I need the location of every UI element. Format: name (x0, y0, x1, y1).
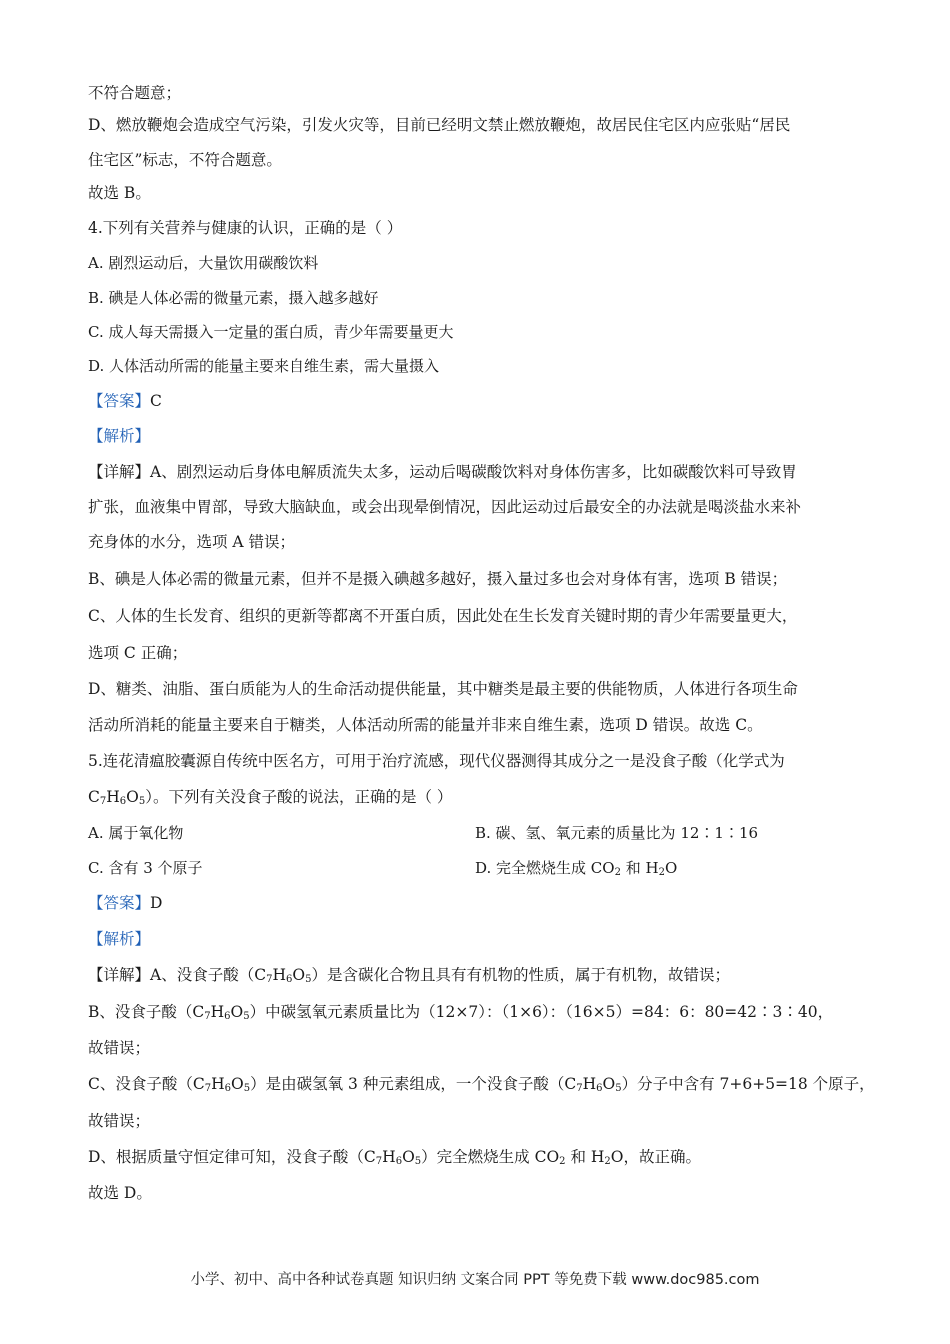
q5-detail-line (88, 1001, 880, 1023)
detail-text: 和 H (565, 1148, 605, 1166)
subscript: 7 (204, 1011, 211, 1022)
option-text: O (664, 859, 678, 877)
q4-detail-line: D、糖类、油脂、蛋白质能为人的生命活动提供能量，其中糖类是最主要的供能物质，人体进行各项生命 (88, 680, 798, 698)
detail-text: ）是由碳氢氧 3 种元素组成，一个没食子酸（C (250, 1075, 577, 1093)
q5-option-d (475, 857, 677, 879)
q5-detail-line (88, 1146, 880, 1168)
subscript: 7 (99, 796, 107, 807)
subscript: 7 (204, 1083, 212, 1094)
stem-text: ）。下列有关没食子酸的说法，正确的是（ ） (145, 788, 453, 806)
detail-text: ）是含碳化合物且具有有机物的性质，属于有机物，故错误； (311, 966, 730, 984)
question-5-stem-cont (88, 786, 880, 808)
q5-analysis-tag: 【解析】 (88, 930, 151, 948)
answer-value: D (150, 894, 163, 912)
subscript: 2 (658, 867, 665, 878)
formula-part: H (210, 1003, 225, 1021)
subscript: 2 (604, 1156, 611, 1167)
option-text: D. 完全燃烧生成 CO (475, 859, 615, 877)
q4-detail-line (88, 461, 880, 483)
subscript: 2 (559, 1156, 566, 1167)
text-line: 不符合题意； (88, 84, 182, 102)
subscript: 6 (395, 1156, 403, 1167)
formula-part: O (602, 1075, 616, 1093)
detail-text: D、根据质量守恒定律可知，没食子酸（C (88, 1148, 376, 1166)
q4-detail-line: B、碘是人体必需的微量元素，但并不是摄入碘越多越好，摄入量过多也会对身体有害，选项 B 错误； (88, 570, 788, 588)
detail-text: ）分子中含有 7+6+5=18 个原子， (621, 1075, 875, 1093)
subscript: 6 (224, 1083, 232, 1094)
q5-detail-line: 故错误； (88, 1112, 151, 1130)
q5-answer (88, 892, 880, 914)
answer-tag: 【答案】 (88, 392, 151, 410)
q4-detail-line: 活动所消耗的能量主要来自于糖类，人体活动所需的能量并非来自维生素，选项 D 错误。故选 C。 (88, 716, 763, 734)
detail-text: C、没食子酸（C (88, 1075, 205, 1093)
text-line: D、燃放鞭炮会造成空气污染，引发火灾等，目前已经明文禁止燃放鞭炮，故居民住宅区内应张贴“居民 (88, 116, 791, 134)
formula-part: H (382, 1148, 396, 1166)
text-line: 故选 B。 (88, 184, 151, 202)
question-4-stem: 4.下列有关营养与健康的认识，正确的是（ ） (88, 219, 403, 237)
q5-detail-line: 故错误； (88, 1039, 151, 1057)
subscript: 5 (615, 1083, 622, 1094)
q5-detail-line (88, 964, 880, 986)
subscript: 7 (266, 974, 273, 985)
formula-part: O (231, 1075, 244, 1093)
q4-answer (88, 390, 880, 412)
q4-option-a: A. 剧烈运动后，大量饮用碳酸饮料 (88, 254, 319, 272)
subscript: 5 (414, 1156, 422, 1167)
detail-tag: 【详解】 (88, 463, 151, 481)
question-5-stem: 5.连花清瘟胶囊源自传统中医名方，可用于治疗流感，现代仪器测得其成分之一是没食子酸（化学式为 (88, 752, 785, 770)
q4-option-b: B. 碘是人体必需的微量元素，摄入越多越好 (88, 289, 379, 307)
formula-part: H (106, 788, 120, 806)
answer-value: C (150, 392, 162, 410)
subscript: 6 (224, 1011, 231, 1022)
formula-part: O (292, 966, 306, 984)
subscript: 6 (596, 1083, 603, 1094)
subscript: 5 (243, 1083, 251, 1094)
formula-part: O (402, 1148, 415, 1166)
answer-tag: 【答案】 (88, 894, 151, 912)
option-text: 和 H (620, 859, 659, 877)
detail-tag: 【详解】 (88, 966, 151, 984)
q4-detail-line: C、人体的生长发育、组织的更新等都离不开蛋白质，因此处在生长发育关键时期的青少年需要量更大， (88, 607, 798, 625)
q4-detail-line: 选项 C 正确； (88, 644, 188, 662)
page-footer: 小学、初中、高中各种试卷真题 知识归纳 文案合同 PPT 等免费下载 www.doc985.com (190, 1272, 760, 1288)
text-line: 住宅区”标志，不符合题意。 (88, 151, 282, 169)
detail-text: A、剧烈运动后身体电解质流失太多，运动后喝碳酸饮料对身体伤害多，比如碳酸饮料可导致胃 (150, 463, 797, 481)
q5-option-b: B. 碳、氢、氧元素的质量比为 12∶1∶16 (475, 824, 759, 842)
detail-text: B、没食子酸（C (88, 1003, 205, 1021)
formula-part: H (211, 1075, 225, 1093)
q5-option-c: C. 含有 3 个原子 (88, 859, 203, 877)
subscript: 7 (375, 1156, 383, 1167)
q4-option-d: D. 人体活动所需的能量主要来自维生素，需大量摄入 (88, 357, 440, 375)
q5-detail-line (88, 1073, 880, 1095)
subscript: 6 (285, 974, 293, 985)
formula-part: O (230, 1003, 244, 1021)
detail-text: A、没食子酸（C (150, 966, 267, 984)
formula-part: C (88, 788, 100, 806)
q5-detail-line: 故选 D。 (88, 1184, 152, 1202)
q4-analysis-tag: 【解析】 (88, 427, 151, 445)
subscript: 2 (614, 867, 621, 878)
detail-text: O，故正确。 (610, 1148, 702, 1166)
detail-text: ）中碳氢氧元素质量比为（12×7）：（1×6）：（16×5）=84：6：80=42∶3∶40， (249, 1003, 834, 1021)
subscript: 5 (305, 974, 312, 985)
q5-option-a: A. 属于氧化物 (88, 824, 184, 842)
detail-text: ）完全燃烧生成 CO (421, 1148, 560, 1166)
subscript: 6 (119, 796, 127, 807)
subscript: 5 (138, 796, 146, 807)
formula-part: H (272, 966, 286, 984)
formula-part: O (126, 788, 139, 806)
subscript: 5 (243, 1011, 250, 1022)
q4-detail-line: 充身体的水分，选项 A 错误； (88, 533, 296, 551)
formula-part: H (582, 1075, 597, 1093)
q4-detail-line: 扩张，血液集中胃部，导致大脑缺血，或会出现晕倒情况，因此运动过后最安全的办法就是喝淡盐水来补 (88, 498, 802, 516)
subscript: 7 (576, 1083, 583, 1094)
q4-option-c: C. 成人每天需摄入一定量的蛋白质，青少年需要量更大 (88, 323, 454, 341)
